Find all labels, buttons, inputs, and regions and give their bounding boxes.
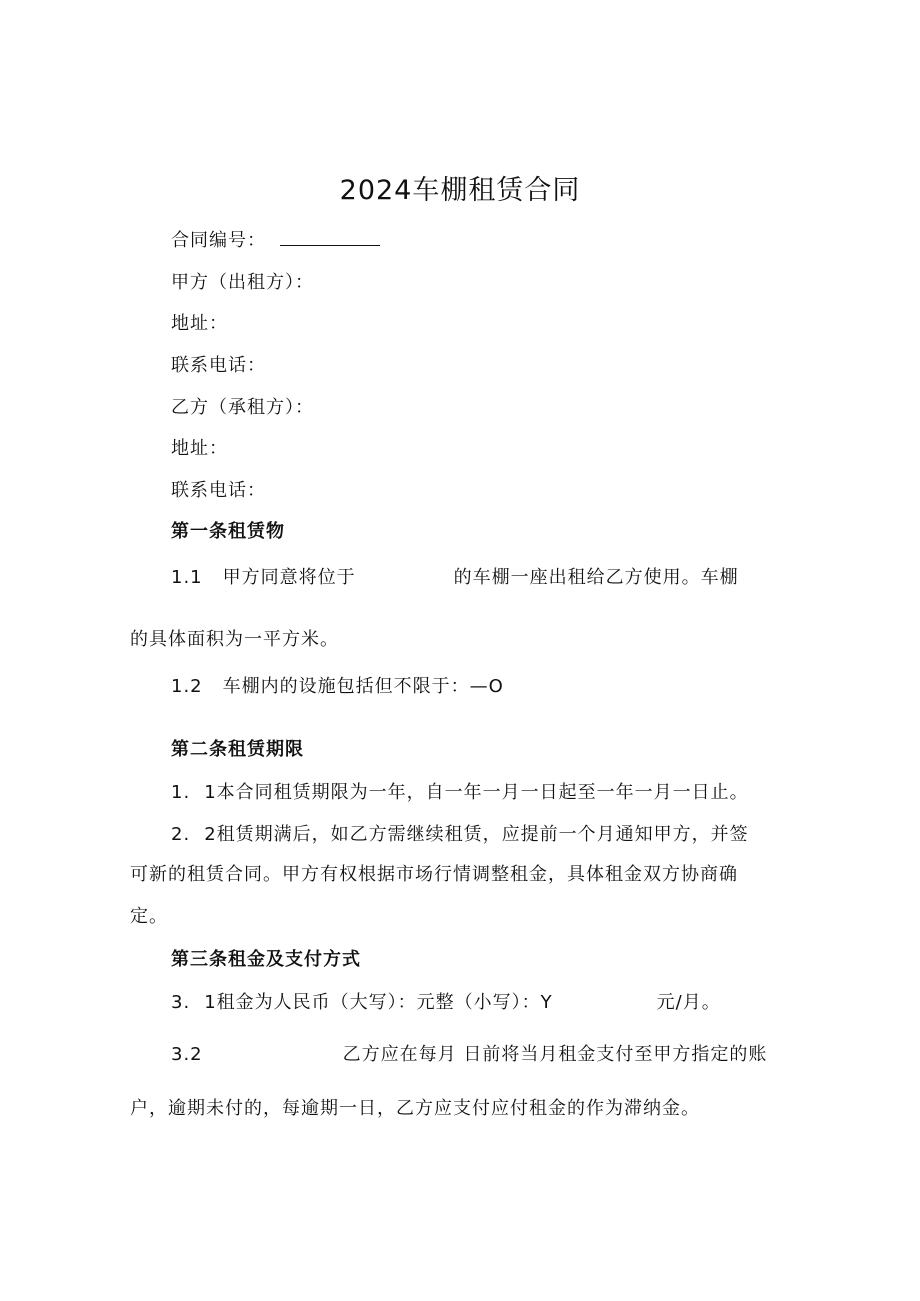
clause-3-1-text-b: 元/月。 xyxy=(656,992,721,1013)
clause-2-2-line2: 可新的租赁合同。甲方有权根据市场行情调整租金，具体租金双方协商确 xyxy=(130,864,738,885)
section-1-heading: 第一条租赁物 xyxy=(171,521,285,542)
section-2-heading: 第二条租赁期限 xyxy=(171,739,304,760)
clause-1-1-text-a: 甲方同意将位于 xyxy=(222,567,356,588)
party-b-label: 乙方（承租方）： xyxy=(171,397,314,418)
clause-3-2-line2: 户，逾期未付的，每逾期一日，乙方应支付应付租金的作为滞纳金。 xyxy=(130,1098,700,1119)
clause-2-1-number: 1. xyxy=(171,782,191,803)
contract-number-label: 合同编号： xyxy=(171,230,266,251)
clause-1-1-number: 1.1 xyxy=(171,567,203,588)
clause-3-2-text-a: 乙方应在每月 日前将当月租金支付至甲方指定的账 xyxy=(342,1044,768,1065)
document-title: 2024车棚租赁合同 xyxy=(339,175,581,206)
party-b-address-label: 地址： xyxy=(171,438,228,459)
clause-2-1 xyxy=(171,780,749,806)
party-a-phone-label: 联系电话： xyxy=(171,355,266,376)
clause-1-2-number: 1.2 xyxy=(171,676,203,697)
clause-1-2 xyxy=(171,674,504,700)
clause-1-1-line1 xyxy=(171,565,739,591)
clause-2-2-line1 xyxy=(171,822,749,848)
clause-3-2-number: 3.2 xyxy=(171,1044,203,1065)
party-a-label: 甲方（出租方）： xyxy=(171,272,314,293)
party-a-address-label: 地址： xyxy=(171,313,228,334)
clause-2-2-number: 2. xyxy=(171,824,191,845)
clause-2-2-text-a: 2租赁期满后，如乙方需继续租赁，应提前一个月通知甲方，并签 xyxy=(204,824,749,845)
clause-1-2-text: 车棚内的设施包括但不限于：—O xyxy=(222,676,504,697)
contract-number-line xyxy=(171,228,380,254)
party-b-phone-label: 联系电话： xyxy=(171,480,266,501)
clause-2-1-text: 1本合同租赁期限为一年，自一年一月一日起至一年一月一日止。 xyxy=(204,782,749,803)
clause-3-1 xyxy=(171,990,721,1016)
clause-2-2-line3: 定。 xyxy=(130,906,168,927)
clause-3-1-text-a: 1租金为人民币（大写）：元整（小写）：Y xyxy=(204,992,553,1013)
clause-1-1-text-b: 的车棚一座出租给乙方使用。车棚 xyxy=(453,567,739,588)
contract-number-blank xyxy=(280,245,380,246)
clause-1-1-line2: 的具体面积为一平方米。 xyxy=(130,629,339,650)
clause-3-1-number: 3. xyxy=(171,992,191,1013)
clause-3-2-line1 xyxy=(171,1042,767,1068)
section-3-heading: 第三条租金及支付方式 xyxy=(171,949,361,970)
